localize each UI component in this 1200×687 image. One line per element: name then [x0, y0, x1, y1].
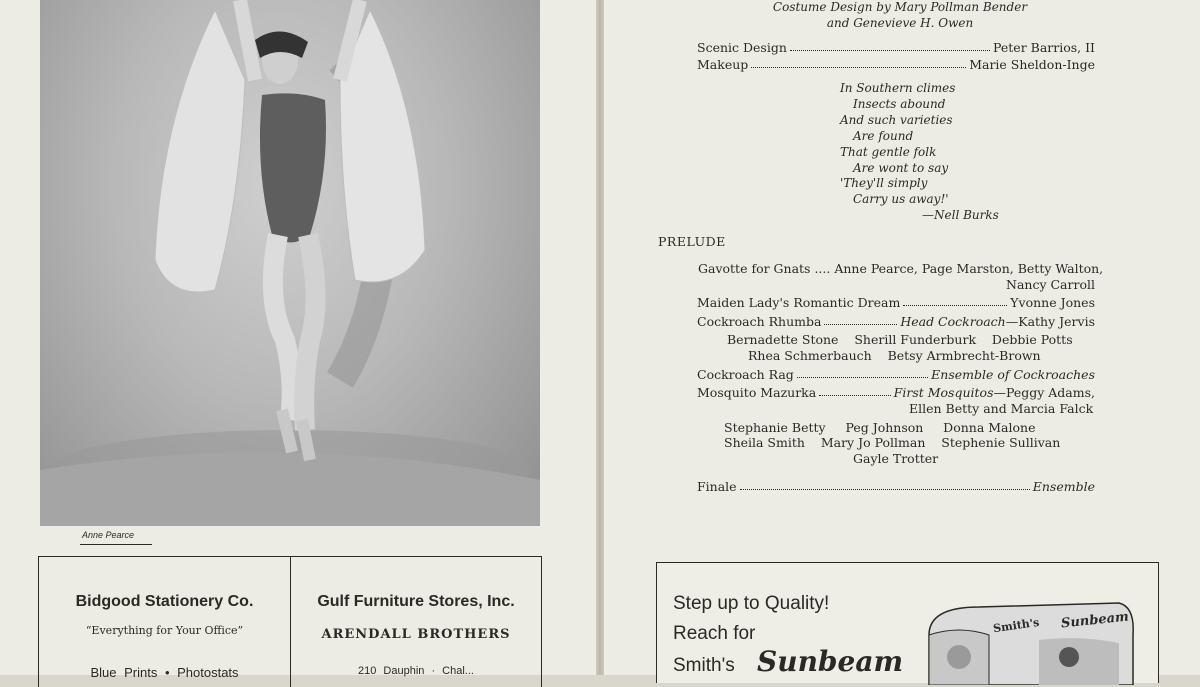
poem-line: In Southern climes — [840, 81, 956, 95]
bidgood-stationery-ad — [38, 556, 291, 687]
gulf-furniture-ad — [290, 556, 542, 687]
photo-caption: Anne Pearce — [82, 530, 135, 540]
rag-entry — [697, 367, 1095, 382]
leader-dots — [903, 305, 1007, 306]
poem-line: Are wont to say — [853, 161, 949, 175]
gulf-title: Gulf Furniture Stores, Inc. — [317, 593, 515, 610]
gulf-subtitle: ARENDALL BROTHERS — [321, 627, 511, 642]
rag-title: Cockroach Rag — [697, 367, 794, 382]
caption-underline — [80, 544, 152, 545]
mazurka-ensemble-row: Sheila Smith Mary Jo Pollman Stephenie Sullivan — [724, 435, 1061, 450]
poem-author: —Nell Burks — [922, 208, 999, 222]
poem-line: That gentle folk — [840, 145, 937, 159]
book-gutter — [596, 0, 604, 675]
rhumba-ensemble-row: Bernadette Stone Sherill Funderburk Debbie Potts — [727, 332, 1073, 347]
prelude-heading: PRELUDE — [658, 234, 726, 249]
gavotte-cast-cont: Nancy Carroll — [1006, 277, 1095, 292]
maiden-cast: Yvonne Jones — [1010, 295, 1095, 310]
rhumba-title: Cockroach Rhumba — [697, 314, 822, 329]
maiden-entry — [697, 295, 1095, 310]
mazurka-ensemble-row: Gayle Trotter — [853, 451, 939, 466]
leader-dots — [740, 489, 1030, 490]
ad-line-reach: Reach for — [673, 623, 756, 644]
maiden-title: Maiden Lady's Romantic Dream — [697, 295, 901, 310]
scenic-label: Scenic Design — [697, 40, 787, 55]
poem-line: Are found — [853, 129, 914, 143]
sunbeam-brand: Sunbeam — [757, 645, 904, 678]
finale-entry — [697, 479, 1095, 494]
ad-line-smiths: Smith's — [673, 655, 735, 676]
makeup-label: Makeup — [697, 57, 749, 72]
wrapper-sunbeam: Sunbeam — [1060, 609, 1130, 632]
leader-dots — [751, 67, 966, 68]
scenic-name: Peter Barrios, II — [993, 40, 1095, 55]
bidgood-slogan: “Everything for Your Office” — [85, 624, 244, 637]
poem-line: 'They'll simply — [840, 176, 928, 190]
leader-dots — [790, 50, 990, 51]
costume-credit-line2: and Genevieve H. Owen — [826, 16, 974, 30]
poem-line: And such varieties — [840, 113, 953, 127]
finale-title: Finale — [697, 479, 737, 494]
gavotte-cast: Anne Pearce, Page Marston, Betty Walton, — [834, 261, 1104, 276]
dancer-illustration — [40, 0, 540, 526]
leader-dots — [797, 377, 928, 378]
bidgood-title: Bidgood Stationery Co. — [75, 593, 254, 610]
poem-line: Carry us away!' — [853, 192, 949, 206]
rhumba-entry — [697, 314, 1095, 329]
mazurka-lead-cont: Ellen Betty and Marcia Falck — [909, 401, 1094, 416]
costume-credit-line1: Costume Design by Mary Pollman Bender — [772, 0, 1028, 14]
mazurka-title: Mosquito Mazurka — [697, 385, 817, 400]
rag-cast: Ensemble of Cockroaches — [931, 367, 1095, 382]
scenic-design-credit — [697, 40, 1095, 55]
gulf-address: 210 Dauphin · Chal... — [358, 665, 474, 677]
dancer-photograph — [40, 0, 540, 526]
makeup-name: Marie Sheldon-Inge — [969, 57, 1095, 72]
mazurka-role: First Mosquitos — [893, 385, 994, 400]
makeup-credit — [697, 57, 1095, 72]
leader-dots — [819, 395, 890, 396]
gavotte-entry — [698, 261, 1103, 276]
smiths-sunbeam-ad — [656, 562, 1159, 683]
rhumba-ensemble-row: Rhea Schmerbauch Betsy Armbrecht-Brown — [748, 348, 1041, 363]
wrapper-smiths: Smith's — [992, 615, 1041, 636]
ad-headline: Step up to Quality! — [673, 593, 830, 614]
rhumba-role: Head Cockroach — [900, 314, 1006, 329]
bidgood-services: Blue Prints • Photostats — [90, 665, 239, 680]
rhumba-lead: —Kathy Jervis — [1005, 314, 1095, 329]
mazurka-lead: —Peggy Adams, — [993, 385, 1095, 400]
gavotte-title: Gavotte for Gnats .... — [698, 261, 831, 276]
bread-loaf-illustration — [919, 595, 1139, 685]
finale-cast: Ensemble — [1032, 479, 1095, 494]
poem-line: Insects abound — [853, 97, 946, 111]
leader-dots — [824, 324, 897, 325]
mazurka-ensemble-row: Stephanie Betty Peg Johnson Donna Malone — [724, 420, 1036, 435]
mazurka-entry — [697, 385, 1095, 400]
